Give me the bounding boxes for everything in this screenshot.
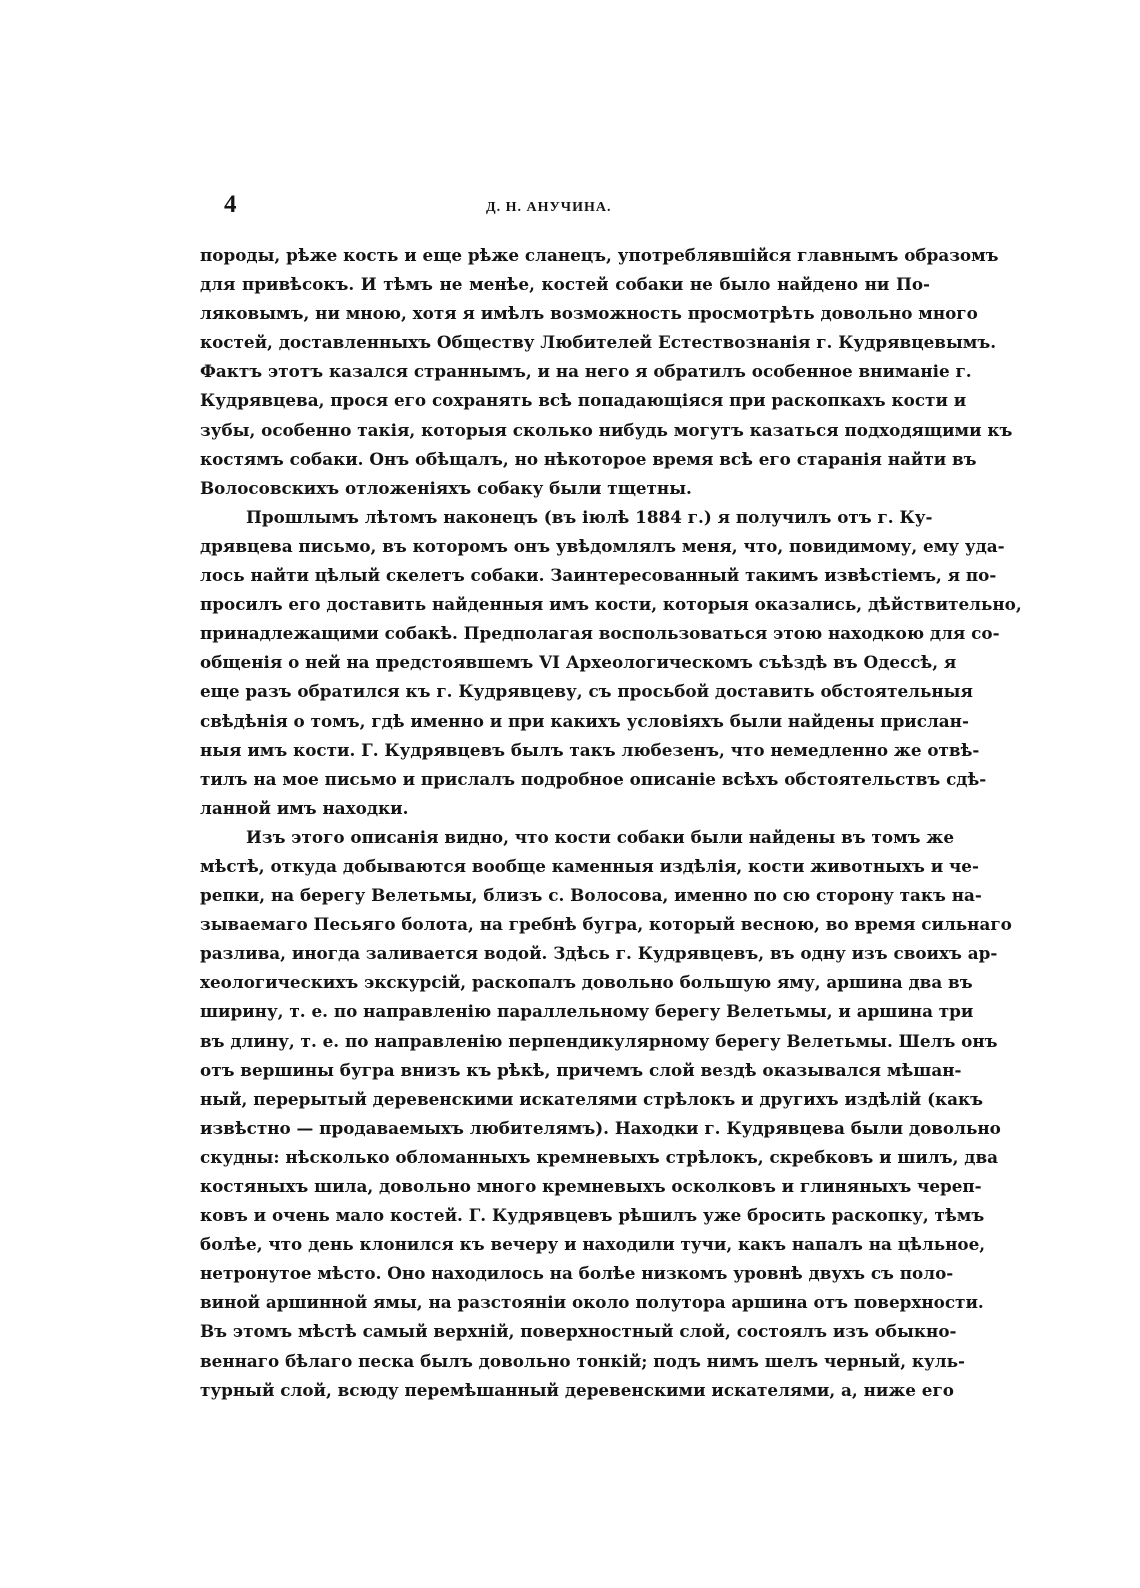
text-line: Въ этомъ мѣстѣ самый верхній, поверхностный слой, состоялъ изъ обыкно- xyxy=(200,1321,957,1342)
text-line: костей, доставленныхъ Обществу Любителей Естествознанія г. Кудрявцевымъ. xyxy=(200,332,997,353)
running-header xyxy=(224,192,930,222)
text-line: тилъ на мое письмо и прислалъ подробное описаніе всѣхъ обстоятельствъ сдѣ- xyxy=(200,768,987,789)
text-line: Волосовскихъ отложеніяхъ собаку были тщетны. xyxy=(200,477,692,498)
text-line: просилъ его доставить найденныя имъ кости, которыя оказались, дѣйствительно, xyxy=(200,594,1022,615)
text-line: виной аршинной ямы, на разстояніи около полутора аршина отъ поверхности. xyxy=(200,1292,984,1313)
text-line: общенія о ней на предстоявшемъ VI Археологическомъ съѣздѣ въ Одессѣ, я xyxy=(200,652,957,673)
page-number: 4 xyxy=(224,191,237,218)
paragraph-1 xyxy=(200,241,1013,503)
text-line: болѣе, что день клонился къ вечеру и находили тучи, какъ напалъ на цѣльное, xyxy=(200,1234,986,1255)
text-line: мѣстѣ, откуда добываются вообще каменныя издѣлія, кости животныхъ и че- xyxy=(200,855,979,876)
text-line: Кудрявцева, прося его сохранять всѣ попадающіяся при раскопкахъ кости и xyxy=(200,390,967,411)
text-line: свѣдѣнія о томъ, гдѣ именно и при какихъ условіяхъ были найдены прислан- xyxy=(200,710,969,731)
author-header: Д. Н. АНУЧИНА. xyxy=(486,200,612,215)
text-line: извѣстно — продаваемыхъ любителямъ). Находки г. Кудрявцева были довольно xyxy=(200,1117,1001,1138)
text-line: зубы, особенно такія, которыя сколько нибудь могутъ казаться подходящими къ xyxy=(200,419,1013,440)
text-line: ширину, т. е. по направленію параллельному берегу Велетьмы, и аршина три xyxy=(200,1001,974,1022)
text-line: ный, перерытый деревенскими искателями стрѣлокъ и другихъ издѣлій (какъ xyxy=(200,1088,984,1109)
text-line: ланной имъ находки. xyxy=(200,797,409,818)
text-line: дрявцева письмо, въ которомъ онъ увѣдомлялъ меня, что, повидимому, ему уда- xyxy=(200,535,1005,556)
text-line: Изъ этого описанія видно, что кости собаки были найдены въ томъ же xyxy=(246,826,955,847)
text-line: лось найти цѣлый скелетъ собаки. Заинтересованный такимъ извѣстіемъ, я по- xyxy=(200,565,997,586)
text-line: нетронутое мѣсто. Оно находилось на болѣе низкомъ уровнѣ двухъ съ поло- xyxy=(200,1263,954,1284)
paragraph-3 xyxy=(200,823,1012,1405)
text-line: Прошлымъ лѣтомъ наконецъ (въ іюлѣ 1884 г.) я получилъ отъ г. Ку- xyxy=(246,506,933,527)
text-line: репки, на берегу Велетьмы, близъ с. Волосова, именно по сю сторону такъ на- xyxy=(200,885,982,906)
text-line: Фактъ этотъ казался страннымъ, и на него я обратилъ особенное вниманіе г. xyxy=(200,361,972,382)
text-line: еще разъ обратился къ г. Кудрявцеву, съ просьбой доставить обстоятельныя xyxy=(200,681,973,702)
text-line: для привѣсокъ. И тѣмъ не менѣе, костей собаки не было найдено ни По- xyxy=(200,274,930,295)
text-line: турный слой, всюду перемѣшанный деревенскими искателями, а, ниже его xyxy=(200,1379,954,1400)
text-line: принадлежащими собакѣ. Предполагая воспользоваться этою находкою для со- xyxy=(200,623,1000,644)
text-line: хеологическихъ экскурсій, раскопалъ довольно большую яму, аршина два въ xyxy=(200,972,973,993)
text-line: скудны: нѣсколько обломанныхъ кремневыхъ стрѣлокъ, скребковъ и шилъ, два xyxy=(200,1146,998,1167)
text-line: зываемаго Песьяго болота, на гребнѣ бугра, который весною, во время сильнаго xyxy=(200,914,1012,935)
text-line: веннаго бѣлаго песка былъ довольно тонкій; подъ нимъ шелъ черный, куль- xyxy=(200,1350,965,1371)
text-line: костямъ собаки. Онъ обѣщалъ, но нѣкоторое время всѣ его старанія найти въ xyxy=(200,448,977,469)
text-line: ляковымъ, ни мною, хотя я имѣлъ возможность просмотрѣть довольно много xyxy=(200,303,978,324)
text-line: породы, рѣже кость и еще рѣже сланецъ, употреблявшійся главнымъ образомъ xyxy=(200,245,999,265)
paragraph-2 xyxy=(200,503,1022,823)
text-line: въ длину, т. е. по направленію перпендикулярному берегу Велетьмы. Шелъ онъ xyxy=(200,1030,998,1051)
text-line: ныя имъ кости. Г. Кудрявцевъ былъ такъ любезенъ, что немедленно же отвѣ- xyxy=(200,739,980,760)
text-line: отъ вершины бугра внизъ къ рѣкѣ, причемъ слой вездѣ оказывался мѣшан- xyxy=(200,1059,962,1080)
text-line: костяныхъ шила, довольно много кремневыхъ осколковъ и глиняныхъ череп- xyxy=(200,1176,982,1196)
body-text xyxy=(200,241,1022,1405)
text-line: ковъ и очень мало костей. Г. Кудрявцевъ рѣшилъ уже бросить раскопку, тѣмъ xyxy=(200,1205,985,1226)
text-line: разлива, иногда заливается водой. Здѣсь г. Кудрявцевъ, въ одну изъ своихъ ар- xyxy=(200,943,998,964)
